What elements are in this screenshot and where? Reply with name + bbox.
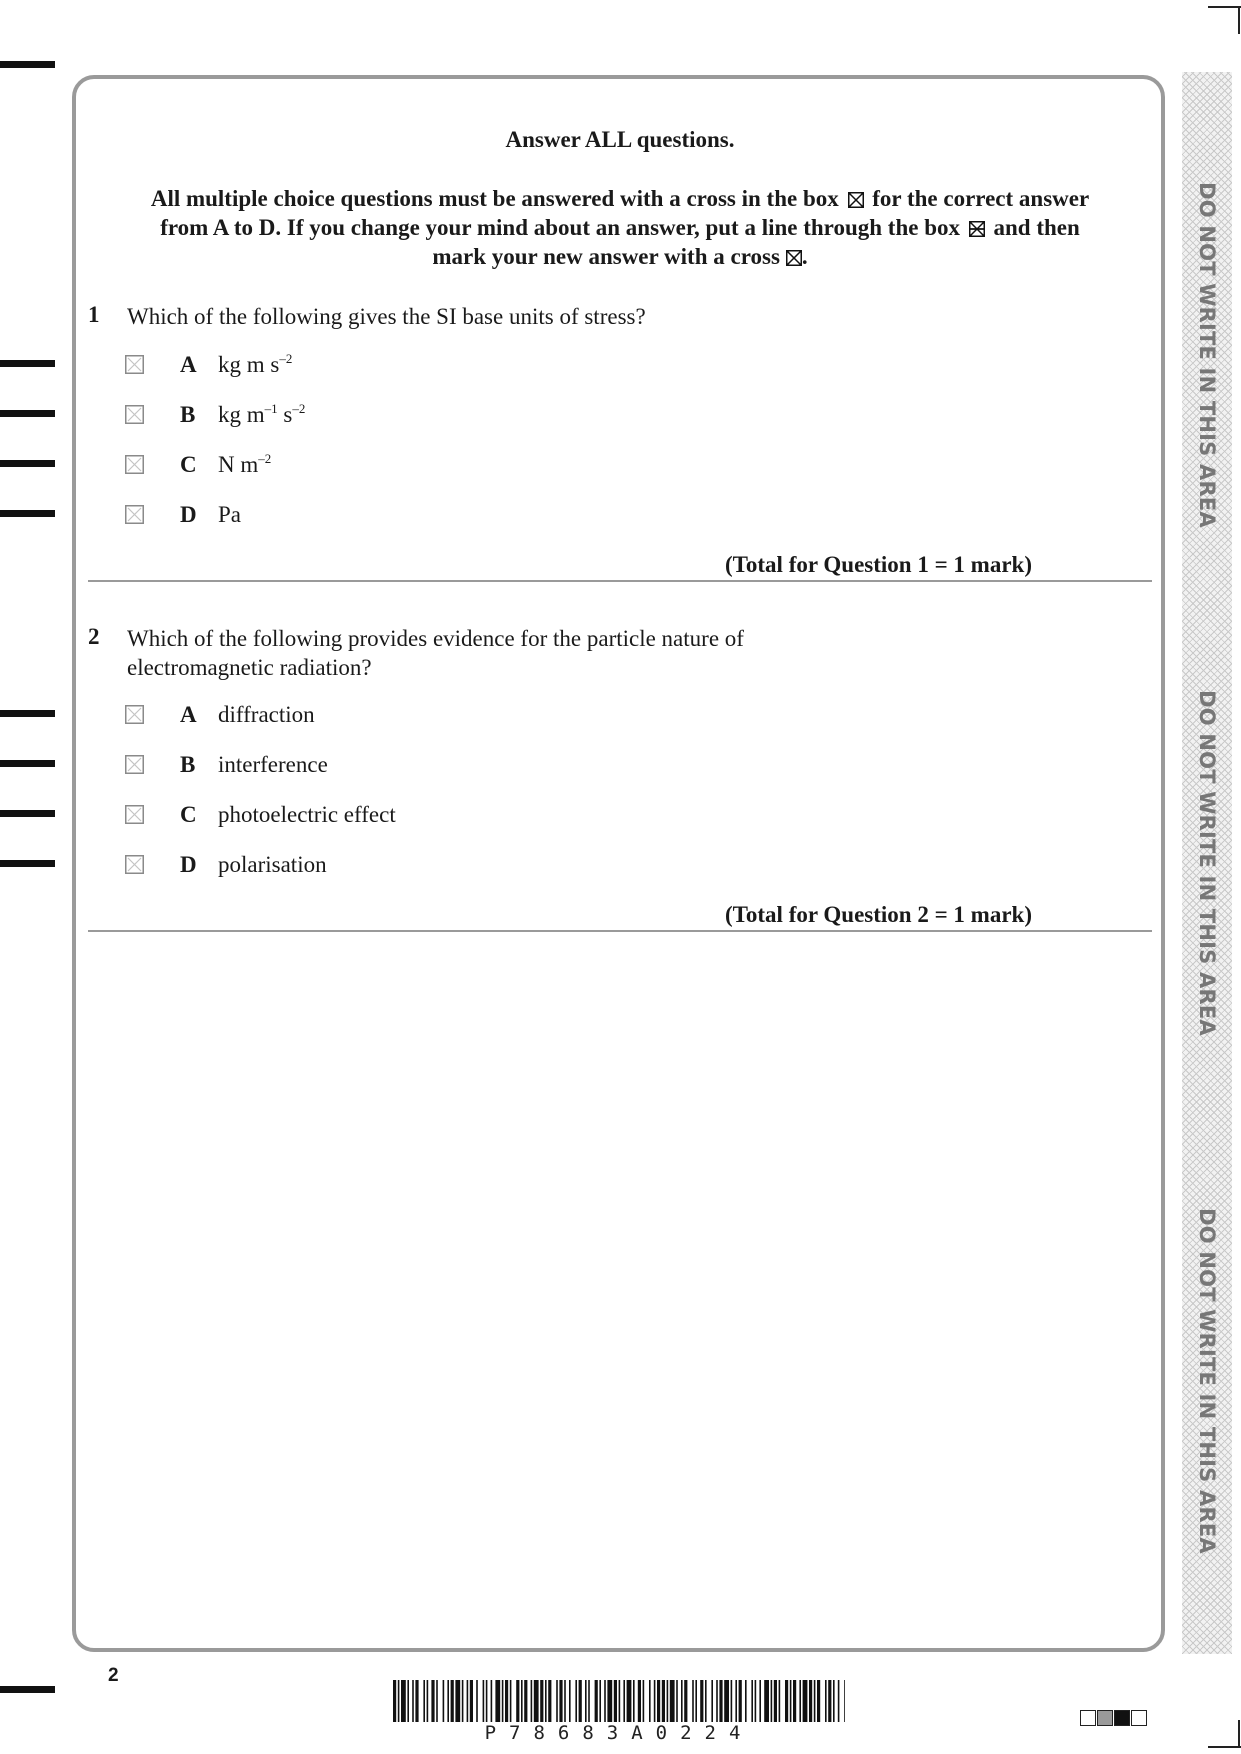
instructions-text: and then <box>993 215 1080 240</box>
barcode-bar <box>595 1680 598 1722</box>
black-square-icon <box>1114 1710 1130 1726</box>
barcode-bar <box>670 1680 675 1722</box>
answer-checkbox[interactable] <box>125 455 144 474</box>
barcode-bar <box>516 1680 519 1722</box>
barcode-bar <box>531 1680 533 1722</box>
barcode-bar <box>623 1680 625 1722</box>
barcode-bar <box>393 1680 396 1722</box>
barcode-bar <box>785 1680 788 1722</box>
barcode-bar <box>667 1680 669 1722</box>
barcode-bar <box>833 1680 835 1722</box>
barcode-bar <box>825 1680 827 1722</box>
timing-mark <box>0 61 55 68</box>
barcode-bar <box>483 1680 485 1722</box>
question-divider <box>88 930 1152 932</box>
strip-label: DO NOT WRITE IN THIS AREA <box>1195 690 1219 1036</box>
barcode-bar <box>604 1680 606 1722</box>
barcode-bar <box>755 1680 757 1722</box>
option-letter: A <box>180 352 197 377</box>
question-divider <box>88 580 1152 582</box>
corner-mark <box>1208 1746 1241 1748</box>
barcode-bar <box>695 1680 697 1722</box>
strip-label: DO NOT WRITE IN THIS AREA <box>1195 1208 1219 1554</box>
answer-checkbox[interactable] <box>125 805 144 824</box>
barcode-bar <box>510 1680 512 1722</box>
barcode-bar <box>505 1680 508 1722</box>
barcode-bar <box>828 1680 831 1722</box>
barcode-bar <box>436 1680 438 1722</box>
question-total: (Total for Question 2 = 1 mark) <box>725 902 1032 927</box>
barcode-bar <box>759 1680 761 1722</box>
option-base: Pa <box>218 502 241 527</box>
option-letter: A <box>180 702 197 727</box>
barcode-bar <box>745 1680 747 1722</box>
barcode-bar <box>771 1680 773 1722</box>
option-letter: C <box>180 452 197 477</box>
barcode-bar <box>451 1680 454 1722</box>
grey-square-icon <box>1097 1710 1113 1726</box>
barcode-bar <box>427 1680 429 1722</box>
cross-box-icon <box>848 192 864 208</box>
barcode-bar <box>559 1680 562 1722</box>
white-square-icon <box>1131 1710 1147 1726</box>
timing-mark <box>0 810 55 817</box>
barcode-bar <box>548 1680 551 1722</box>
barcode-bar <box>423 1680 425 1722</box>
option-text: polarisation <box>218 852 327 877</box>
barcode-bar <box>627 1680 632 1722</box>
option-letter: D <box>180 852 197 877</box>
question-number: 2 <box>88 624 100 649</box>
barcode-bar <box>817 1680 820 1722</box>
barcode-bar <box>585 1680 587 1722</box>
barcode-bar <box>774 1680 777 1722</box>
timing-mark <box>0 460 55 467</box>
barcode-bar <box>684 1680 687 1722</box>
barcode-bar <box>569 1680 571 1722</box>
barcode-icon <box>393 1680 845 1722</box>
answer-checkbox[interactable] <box>125 855 144 874</box>
barcode-bar <box>676 1680 678 1722</box>
option-letter: C <box>180 802 197 827</box>
barcode-bar <box>793 1680 796 1722</box>
instructions-text: All multiple choice questions must be answered with a cross in the box <box>150 186 839 211</box>
answer-checkbox[interactable] <box>125 355 144 374</box>
struck-cross-box-icon <box>969 221 985 237</box>
grey-square-icon <box>1080 1710 1096 1726</box>
question-text: Which of the following gives the SI base units of stress? <box>127 304 646 329</box>
barcode-bar <box>398 1680 400 1722</box>
barcode-bar <box>401 1680 406 1722</box>
timing-mark <box>0 710 55 717</box>
instructions-text: for the correct answer <box>872 186 1090 211</box>
option-text: interference <box>218 752 328 777</box>
barcode-bar <box>579 1680 582 1722</box>
barcode-bar <box>654 1680 656 1722</box>
timing-mark <box>0 510 55 517</box>
answer-checkbox[interactable] <box>125 705 144 724</box>
barcode-bar <box>502 1680 504 1722</box>
question-text: Which of the following provides evidence for the particle nature of <box>127 626 744 651</box>
barcode-bar <box>739 1680 742 1722</box>
instructions-text: . <box>801 244 808 269</box>
option-base: s <box>277 402 293 427</box>
barcode-bar <box>731 1680 733 1722</box>
timing-mark <box>0 360 55 367</box>
option-superscript: –1 <box>264 401 278 416</box>
option-text <box>218 352 292 378</box>
barcode-bar <box>719 1680 722 1722</box>
barcode-bar <box>588 1680 590 1722</box>
barcode-bar <box>809 1680 812 1722</box>
question-number: 1 <box>88 302 100 327</box>
answer-checkbox[interactable] <box>125 405 144 424</box>
answer-checkbox[interactable] <box>125 755 144 774</box>
barcode-bar <box>491 1680 493 1722</box>
option-base: kg m <box>218 402 265 427</box>
barcode-bar <box>799 1680 801 1722</box>
option-letter: D <box>180 502 197 527</box>
barcode-bar <box>638 1680 641 1722</box>
barcode-bar <box>564 1680 566 1722</box>
option-letter: B <box>180 402 196 427</box>
barcode-bar <box>467 1680 469 1722</box>
barcode-bar <box>415 1680 418 1722</box>
barcode-bar <box>619 1680 621 1722</box>
barcode-bar <box>643 1680 645 1722</box>
option-text <box>218 402 305 428</box>
barcode-bar <box>407 1680 409 1722</box>
corner-mark <box>1238 6 1240 34</box>
barcode-bar <box>412 1680 414 1722</box>
barcode-bar <box>614 1680 617 1722</box>
barcode-bar <box>524 1680 527 1722</box>
barcode-bar <box>779 1680 781 1722</box>
barcode-bar <box>455 1680 460 1722</box>
option-superscript: –2 <box>279 351 293 366</box>
barcode-bar <box>545 1680 547 1722</box>
timing-mark <box>0 760 55 767</box>
barcode-bar <box>470 1680 473 1722</box>
barcode-bar <box>575 1680 577 1722</box>
option-base: N m <box>218 452 259 477</box>
barcode-bar <box>764 1680 769 1722</box>
barcode-bar <box>657 1680 660 1722</box>
barcode-bar <box>521 1680 523 1722</box>
option-base: kg m s <box>218 352 280 377</box>
timing-mark <box>0 1686 55 1693</box>
instructions-title: Answer ALL questions. <box>505 127 735 152</box>
barcode-bar <box>751 1680 753 1722</box>
answer-checkbox[interactable] <box>125 505 144 524</box>
instructions-line <box>100 242 1140 271</box>
barcode-bar <box>716 1680 718 1722</box>
strip-label: DO NOT WRITE IN THIS AREA <box>1195 182 1219 528</box>
question-total: (Total for Question 1 = 1 mark) <box>725 552 1032 577</box>
barcode-bar <box>662 1680 665 1722</box>
barcode-bar <box>495 1680 500 1722</box>
barcode-bar <box>534 1680 539 1722</box>
instructions-text: mark your new answer with a cross <box>432 244 780 269</box>
barcode-bar <box>556 1680 558 1722</box>
option-text <box>218 452 271 478</box>
barcode-bar <box>814 1680 816 1722</box>
barcode-bar <box>633 1680 635 1722</box>
barcode-bar <box>681 1680 683 1722</box>
barcode-bar <box>649 1680 651 1722</box>
barcode-bar <box>462 1680 464 1722</box>
timing-mark <box>0 410 55 417</box>
corner-mark <box>1238 1720 1240 1748</box>
option-superscript: –2 <box>258 451 272 466</box>
barcode-bar <box>844 1680 845 1722</box>
barcode-bar <box>599 1680 601 1722</box>
option-letter: B <box>180 752 196 777</box>
barcode-bar <box>431 1680 434 1722</box>
barcode-bar <box>724 1680 729 1722</box>
instructions-line <box>100 213 1140 242</box>
barcode-bar <box>735 1680 737 1722</box>
instructions-line <box>100 184 1140 213</box>
page-number: 2 <box>108 1665 119 1686</box>
barcode-bar <box>700 1680 703 1722</box>
cross-box-icon <box>786 250 802 266</box>
barcode-bar <box>705 1680 707 1722</box>
instructions-text: from A to D. If you change your mind about an answer, put a line through the box <box>160 215 960 240</box>
barcode-bar <box>803 1680 808 1722</box>
barcode-bar <box>447 1680 449 1722</box>
barcode-bar <box>540 1680 543 1722</box>
barcode-bar <box>790 1680 792 1722</box>
barcode-bar <box>607 1680 612 1722</box>
barcode-bar <box>486 1680 488 1722</box>
barcode-bar <box>711 1680 713 1722</box>
corner-mark <box>1208 6 1241 8</box>
option-text: diffraction <box>218 702 315 727</box>
barcode-bar <box>476 1680 478 1722</box>
option-superscript: –2 <box>292 401 306 416</box>
barcode-bar <box>443 1680 445 1722</box>
barcode-number: P78683A0224 <box>484 1722 754 1744</box>
question-text: electromagnetic radiation? <box>127 655 372 680</box>
option-text <box>218 502 241 528</box>
timing-mark <box>0 860 55 867</box>
barcode-bar <box>692 1680 694 1722</box>
barcode-bar <box>838 1680 840 1722</box>
option-text: photoelectric effect <box>218 802 396 827</box>
